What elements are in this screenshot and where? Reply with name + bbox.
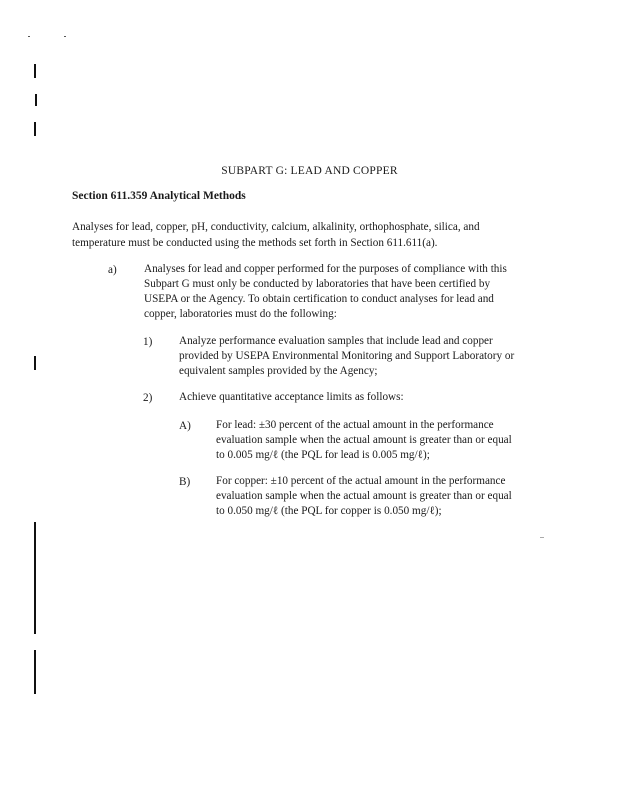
item-1-line: equivalent samples provided by the Agency; <box>179 365 378 377</box>
intro-line: Analyses for lead, copper, pH, conductivity, calcium, alkalinity, orthophosphate, silica, and <box>72 221 480 233</box>
subpart-heading: SUBPART G: LEAD AND COPPER <box>221 165 398 177</box>
item-a-label: a) <box>108 264 117 276</box>
change-bar <box>34 650 36 694</box>
item-1-line: Analyze performance evaluation samples that include lead and copper <box>179 335 493 347</box>
item-A-line: For lead: ±30 percent of the actual amount in the performance <box>216 419 494 431</box>
item-B-label: B) <box>179 476 191 488</box>
change-bar <box>34 522 36 634</box>
change-bar <box>34 64 36 78</box>
item-2-line: Achieve quantitative acceptance limits as follows: <box>179 391 404 403</box>
item-B-line: For copper: ±10 percent of the actual amount in the performance <box>216 475 506 487</box>
item-1-line: provided by USEPA Environmental Monitoring and Support Laboratory or <box>179 350 515 362</box>
item-A-label: A) <box>179 420 191 432</box>
change-bar <box>35 94 37 106</box>
item-A-line: evaluation sample when the actual amount is greater than or equal <box>216 434 512 446</box>
intro-line: temperature must be conducted using the methods set forth in Section 611.611(a). <box>72 237 438 249</box>
item-A-line: to 0.005 mg/ℓ (the PQL for lead is 0.005 mg/ℓ); <box>216 449 430 461</box>
item-B-line: evaluation sample when the actual amount is greater than or equal <box>216 490 512 502</box>
item-a-line: copper, laboratories must do the following: <box>144 308 337 320</box>
item-a-line: Subpart G must only be conducted by laboratories that have been certified by <box>144 278 491 290</box>
change-bar <box>34 122 36 136</box>
item-1-label: 1) <box>143 336 153 348</box>
item-a-line: USEPA or the Agency. To obtain certification to conduct analyses for lead and <box>144 293 494 305</box>
scan-dot <box>540 537 544 538</box>
change-bar <box>34 356 36 370</box>
item-a-line: Analyses for lead and copper performed for the purposes of compliance with this <box>144 263 507 275</box>
scan-dot <box>28 36 30 37</box>
section-title: Section 611.359 Analytical Methods <box>72 190 246 202</box>
scan-dot <box>64 36 66 37</box>
item-2-label: 2) <box>143 392 153 404</box>
item-B-line: to 0.050 mg/ℓ (the PQL for copper is 0.050 mg/ℓ); <box>216 505 442 517</box>
